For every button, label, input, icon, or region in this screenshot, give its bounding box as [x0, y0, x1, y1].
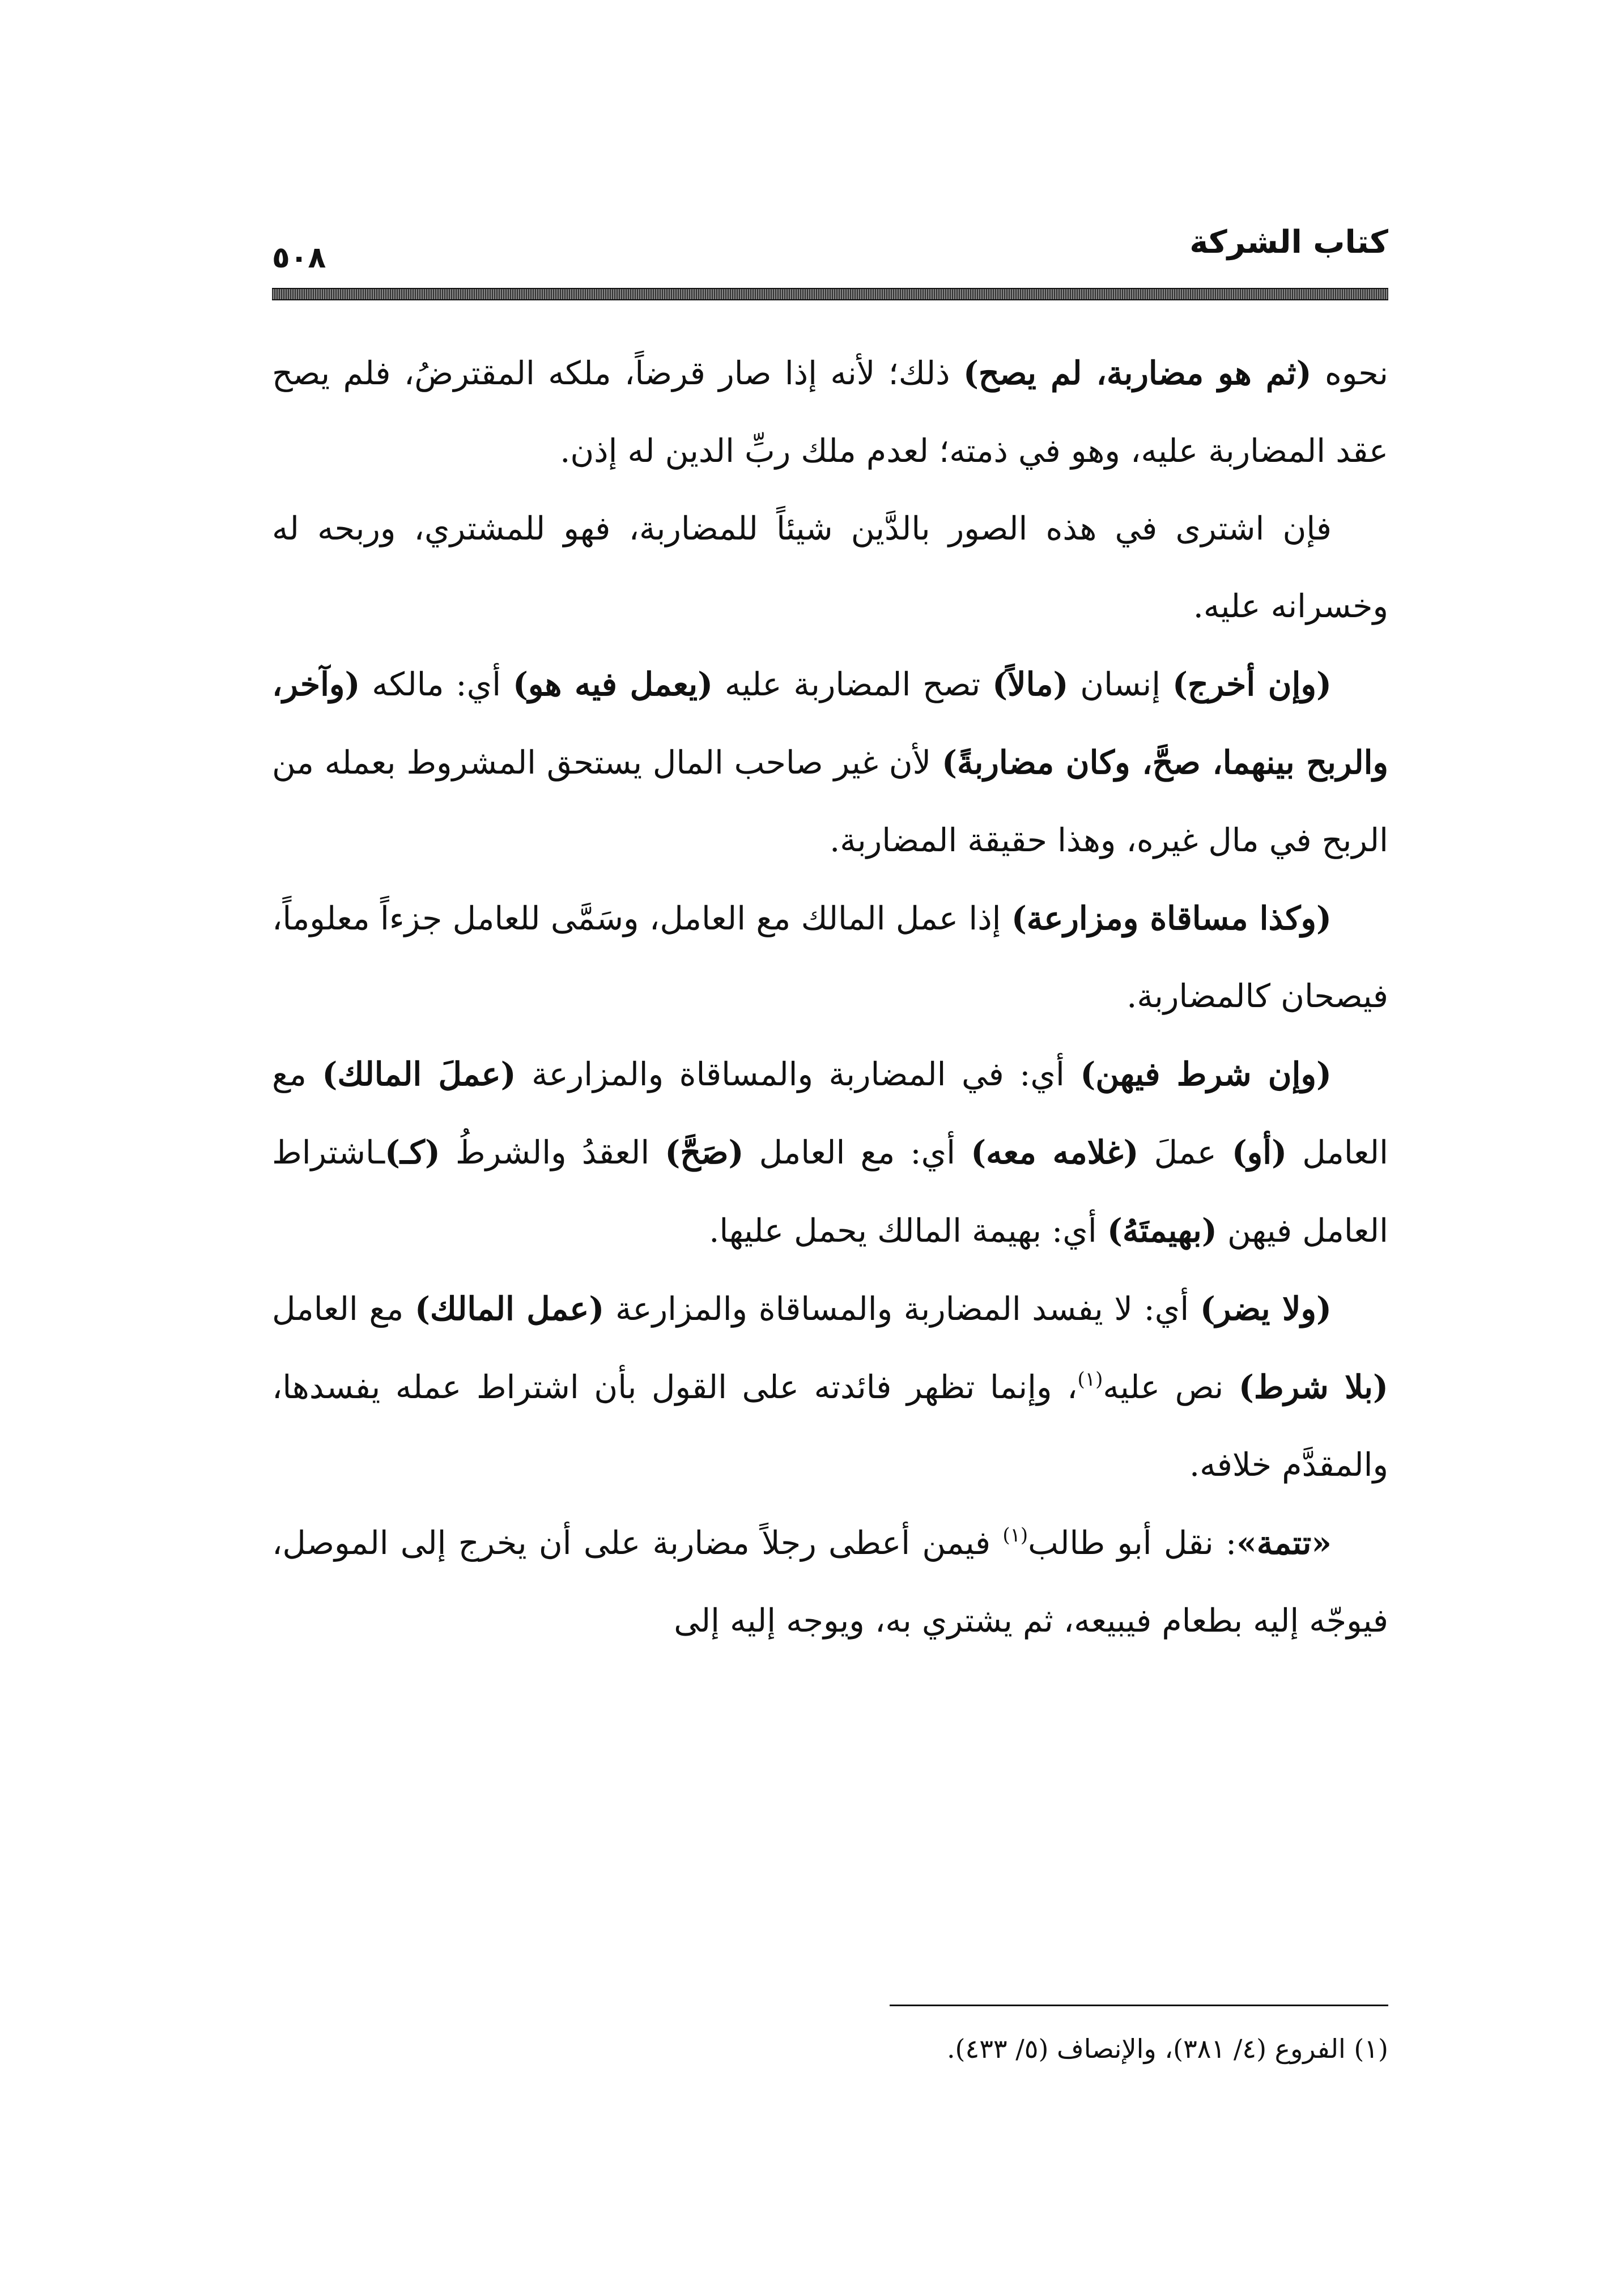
footnote-number: (١) [1354, 2033, 1388, 2064]
commentary-text: ـاشتراط العامل فيهن [272, 1134, 1388, 1250]
footnote-marker: (١) [1077, 1368, 1103, 1391]
commentary-text: تصح المضاربة عليه [713, 666, 993, 703]
footnote-marker: (١) [1002, 1524, 1028, 1547]
paragraph [272, 1035, 1388, 1270]
commentary-text: أي: في المضاربة والمساقاة والمزارعة [516, 1056, 1081, 1093]
footnote [272, 2026, 1388, 2071]
commentary-text: نحوه [1311, 355, 1388, 392]
commentary-text: ذلك؛ لأنه إذا صار قرضاً، ملكه المقترضُ، فلم يصح عقد المضاربة عليه، وهو في ذمته؛ لعدم ملك ربِّ الدين له إذن. [272, 355, 1388, 470]
matn-text: «تتمة» [1236, 1524, 1332, 1562]
page-number: ٥٠٨ [272, 241, 326, 275]
matn-text: (ولا يضر) [1200, 1290, 1332, 1328]
commentary-text: مع العامل [272, 1056, 1388, 1171]
matn-text: (بهيمتَهُ) [1107, 1212, 1217, 1250]
matn-text: (بلا شرط) [1238, 1368, 1388, 1406]
matn-text: (عملَ المالك) [322, 1055, 516, 1093]
commentary-text: فيمن أعطى رجلاً مضاربة على أن يخرج إلى الموصل، فيوجّه إليه بطعام فيبيعه، ثم يشتري به، ويوجه إليه إلى [272, 1525, 1388, 1640]
commentary-text: أي: مالكه [360, 666, 513, 703]
paragraph [272, 490, 1388, 646]
commentary-text: : نقل أبو طالب [1028, 1525, 1237, 1562]
matn-text: (ثم هو مضاربة، لم يصح) [963, 354, 1312, 392]
commentary-text: أي: بهيمة المالك يحمل عليها. [709, 1212, 1107, 1250]
commentary-text: فإن اشترى في هذه الصور بالدَّين شيئاً للمضاربة، فهو للمشتري، وربحه له وخسرانه عليه. [272, 510, 1388, 625]
matn-text: (عمل المالك) [414, 1290, 605, 1328]
paragraph [272, 1504, 1388, 1660]
running-title: كتاب الشركة [1189, 224, 1388, 261]
footnote-divider [890, 2005, 1388, 2006]
matn-text: (وكذا مساقاة ومزارعة) [1011, 899, 1332, 937]
commentary-text: ، وإنما تظهر فائدته على القول بأن اشتراط عمله يفسدها، والمقدَّم خلافه. [272, 1369, 1388, 1484]
matn-text: (وإن شرط فيهن) [1080, 1055, 1332, 1093]
header-divider [272, 288, 1388, 300]
commentary-text: أي: مع العامل [743, 1134, 971, 1171]
main-text [272, 334, 1388, 1660]
footnote-text: الفروع (٤/ ٣٨١)، والإنصاف (٥/ ٤٣٣). [946, 2033, 1346, 2064]
commentary-text: لأن غير صاحب المال يستحق المشروط بعمله من الربح في مال غيره، وهذا حقيقة المضاربة. [272, 744, 1388, 859]
commentary-text: إنسان [1068, 666, 1172, 703]
matn-text: (يعمل فيه هو) [512, 665, 713, 703]
matn-text: (أو) [1231, 1133, 1287, 1171]
matn-text: (كـ) [385, 1133, 440, 1171]
matn-text: (غلامه معه) [971, 1133, 1139, 1171]
page-header [272, 224, 1388, 275]
footnotes [272, 2026, 1388, 2071]
matn-text: (وآخر، والربح بينهما، صحَّ، وكان مضاربةً) [272, 665, 1388, 782]
commentary-text: أي: لا يفسد المضاربة والمساقاة والمزارعة [604, 1290, 1200, 1328]
matn-text: (وإن أخرج) [1172, 665, 1332, 703]
paragraph [272, 880, 1388, 1035]
commentary-text: مع العامل [272, 1290, 415, 1328]
commentary-text: عملَ [1138, 1134, 1232, 1171]
paragraph [272, 1270, 1388, 1504]
matn-text: (صَحَّ) [665, 1133, 744, 1171]
matn-text: (مالاً) [992, 665, 1069, 703]
commentary-text: العقدُ والشرطُ [440, 1134, 665, 1171]
commentary-text: إذا عمل المالك مع العامل، وسَمَّى للعامل جزءاً معلوماً، فيصحان كالمضاربة. [272, 900, 1388, 1015]
commentary-text: نص عليه [1103, 1369, 1239, 1406]
paragraph [272, 334, 1388, 490]
paragraph [272, 646, 1388, 880]
